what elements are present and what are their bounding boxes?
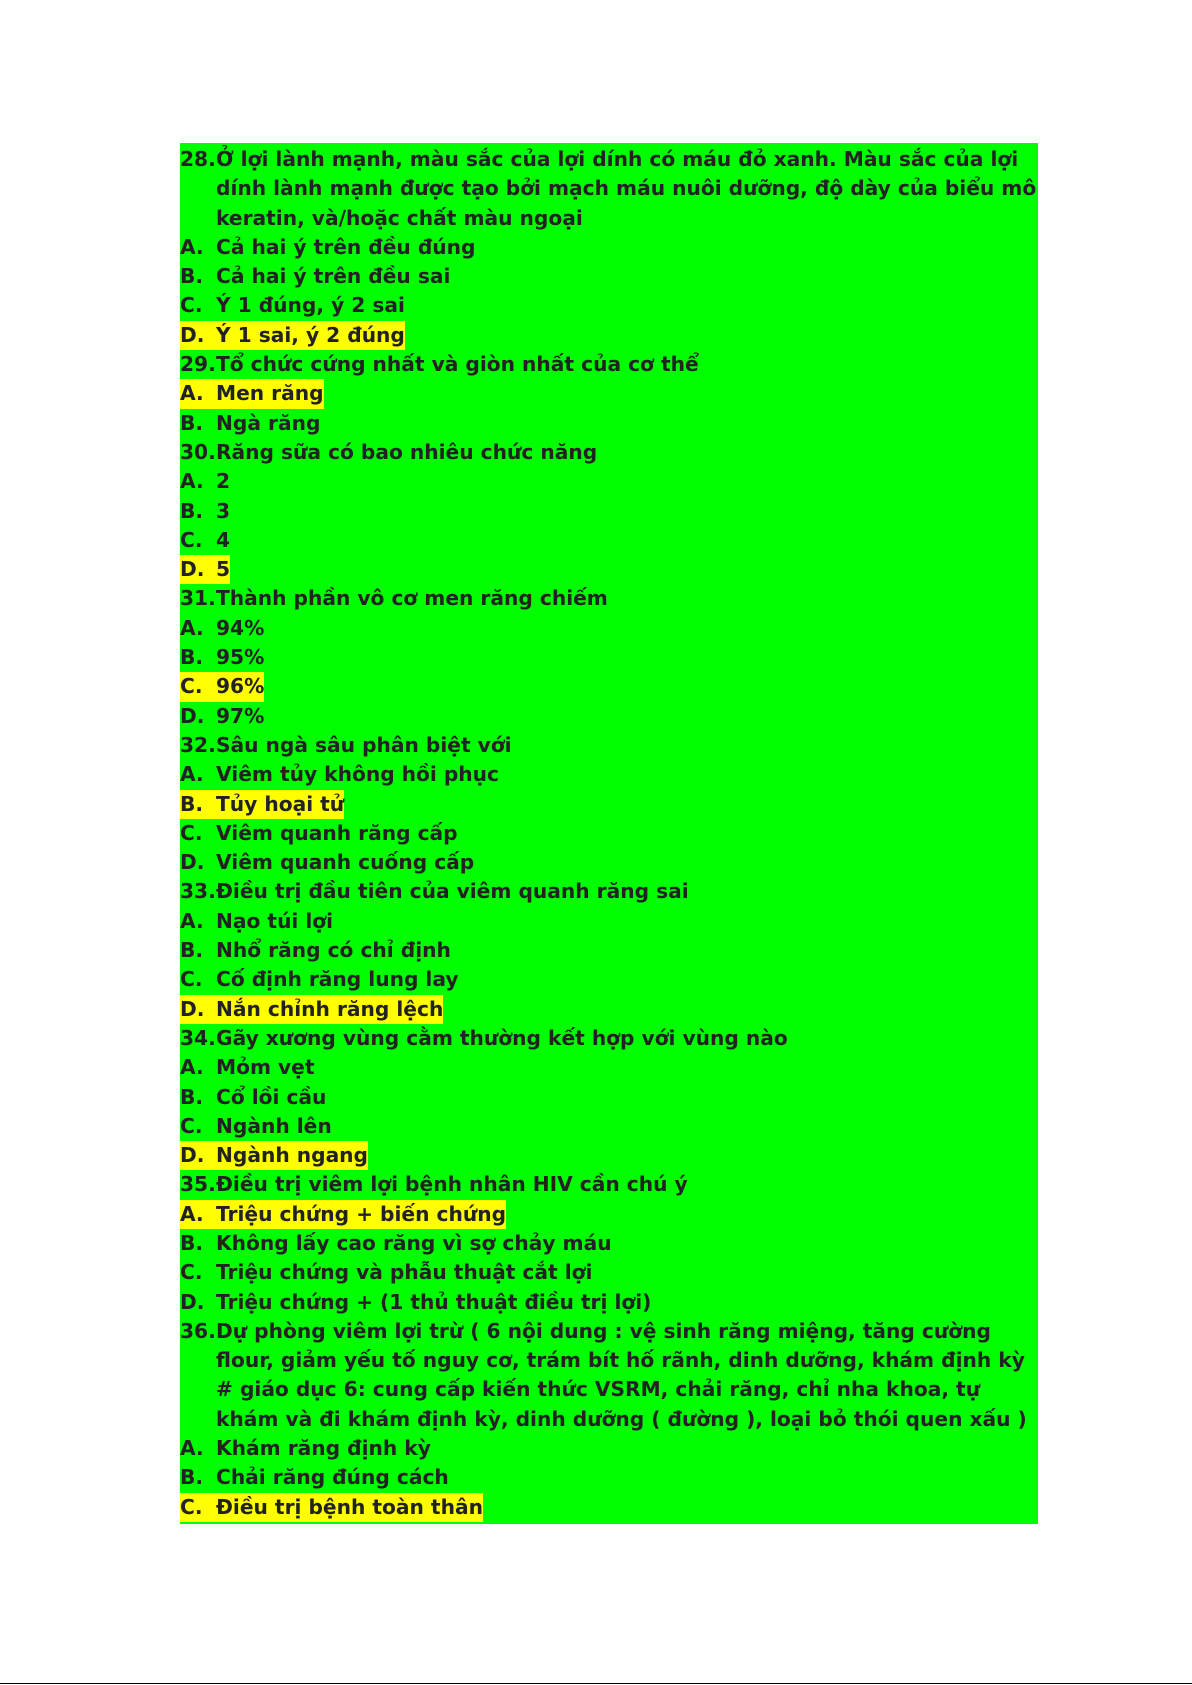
answer-option	[180, 1288, 1038, 1317]
answer-option	[180, 1434, 1038, 1463]
item-label: 28.	[180, 147, 216, 171]
item-label: A.	[180, 234, 204, 259]
item-text: Tổ chức cứng nhất và giòn nhất của cơ thể	[216, 352, 699, 377]
item-text: Viêm tủy không hồi phục	[216, 762, 500, 787]
answer-option	[180, 643, 1038, 672]
item-text: Ngành lên	[216, 1113, 332, 1138]
item-text: Ý 1 đúng, ý 2 sai	[216, 293, 405, 318]
item-text: Răng sữa có bao nhiêu chức năng	[216, 439, 598, 464]
item-text: Cổ lồi cầu	[216, 1084, 327, 1109]
item-text: 3	[216, 498, 231, 523]
item-label: 32.	[180, 732, 216, 757]
item-label: B.	[180, 410, 204, 435]
answer-option	[180, 995, 1038, 1024]
answer-option	[180, 262, 1038, 291]
item-text: Viêm quanh răng cấp	[216, 820, 458, 845]
item-label: 34.	[180, 1025, 216, 1050]
item-text: Dự phòng viêm lợi trừ ( 6 nội dung : vệ sinh răng miệng, tăng cường flour, giảm yếu tố nguy cơ, trám bít hố rãnh, dinh dưỡng, khám định kỳ # giáo dục 6: cung cấp kiến thức VSRM, chải răng, chỉ nha khoa, tự khám và đi khám định kỳ, dinh dưỡng ( đường ), loại bỏ thói quen xấu )	[216, 1318, 1027, 1431]
answer-option	[180, 409, 1038, 438]
item-text: Ngà răng	[216, 410, 321, 435]
answer-option	[180, 790, 1038, 819]
item-label: D.	[180, 321, 216, 350]
item-text: Không lấy cao răng vì sợ chảy máu	[216, 1230, 612, 1255]
item-text: Cả hai ý trên đều sai	[216, 264, 451, 289]
item-label: C.	[180, 527, 203, 552]
item-text: Triệu chứng + (1 thủ thuật điều trị lợi)	[216, 1289, 652, 1314]
item-label: B.	[180, 264, 204, 289]
item-text: 94%	[216, 615, 265, 640]
item-label: D.	[180, 1289, 205, 1314]
answer-option	[180, 1053, 1038, 1082]
answer-option	[180, 819, 1038, 848]
item-label: 35.	[180, 1172, 216, 1197]
correct-answer-highlight	[180, 1493, 483, 1522]
question-item	[180, 438, 1038, 467]
answer-option	[180, 702, 1038, 731]
item-label: D.	[180, 995, 216, 1024]
answer-option	[180, 1112, 1038, 1141]
correct-answer-highlight	[180, 995, 443, 1024]
item-label: D.	[180, 850, 205, 875]
item-label: A.	[180, 1200, 216, 1229]
item-text: Điều trị viêm lợi bệnh nhân HIV cần chú ý	[216, 1172, 688, 1197]
item-text: Nắn chỉnh răng lệch	[216, 996, 444, 1021]
question-item	[180, 350, 1038, 379]
item-text: Ý 1 sai, ý 2 đúng	[216, 322, 405, 347]
item-label: 29.	[180, 352, 216, 377]
answer-option	[180, 526, 1038, 555]
question-item	[180, 1170, 1038, 1199]
answer-option	[180, 497, 1038, 526]
item-text: Điều trị đầu tiên của viêm quanh răng sai	[216, 879, 689, 904]
question-item	[180, 145, 1038, 233]
question-item	[180, 877, 1038, 906]
answer-option	[180, 1229, 1038, 1258]
item-label: A.	[180, 908, 204, 933]
item-label: C.	[180, 820, 203, 845]
item-label: C.	[180, 672, 216, 701]
page-edge-rule	[0, 1683, 1192, 1684]
answer-option	[180, 1200, 1038, 1229]
answer-option	[180, 760, 1038, 789]
answer-option	[180, 379, 1038, 408]
item-text: 2	[216, 469, 231, 494]
answer-option	[180, 1141, 1038, 1170]
item-label: 30.	[180, 439, 216, 464]
answer-option	[180, 555, 1038, 584]
answer-option	[180, 321, 1038, 350]
item-label: C.	[180, 1113, 203, 1138]
item-label: D.	[180, 703, 205, 728]
item-label: A.	[180, 762, 204, 787]
item-label: A.	[180, 379, 216, 408]
item-text: Men răng	[216, 381, 324, 406]
item-label: C.	[180, 1493, 216, 1522]
answer-option	[180, 614, 1038, 643]
item-text: Điều trị bệnh toàn thân	[216, 1494, 483, 1519]
item-label: D.	[180, 1141, 216, 1170]
item-label: 33.	[180, 879, 216, 904]
item-text: 96%	[216, 674, 265, 699]
item-text: Chải răng đúng cách	[216, 1465, 449, 1490]
item-text: 5	[216, 557, 231, 582]
item-label: B.	[180, 498, 204, 523]
answer-option	[180, 1493, 1038, 1522]
item-label: C.	[180, 1260, 203, 1285]
answer-option	[180, 291, 1038, 320]
answer-option	[180, 936, 1038, 965]
item-label: A.	[180, 469, 204, 494]
answer-option	[180, 672, 1038, 701]
item-text: Gãy xương vùng cằm thường kết hợp với vùng nào	[216, 1025, 788, 1050]
item-text: Mỏm vẹt	[216, 1055, 315, 1080]
item-label: A.	[180, 1055, 204, 1080]
answer-option	[180, 1258, 1038, 1287]
question-item	[180, 1024, 1038, 1053]
answer-option	[180, 965, 1038, 994]
question-item	[180, 584, 1038, 613]
item-label: A.	[180, 1436, 204, 1461]
item-text: Tủy hoại tử	[216, 791, 345, 816]
item-text: Nạo túi lợi	[216, 908, 334, 933]
item-label: B.	[180, 1084, 204, 1109]
item-text: Khám răng định kỳ	[216, 1436, 431, 1461]
item-text: Ở lợi lành mạnh, màu sắc của lợi dính có máu đỏ xanh. Màu sắc của lợi dính lành mạnh được tạo bởi mạch máu nuôi dưỡng, độ dày của biểu mô keratin, và/hoặc chất màu ngoại	[216, 147, 1037, 230]
answer-option	[180, 1083, 1038, 1112]
item-text: Cố định răng lung lay	[216, 967, 459, 992]
item-label: C.	[180, 967, 203, 992]
item-text: Thành phần vô cơ men răng chiếm	[216, 586, 608, 611]
correct-answer-highlight	[180, 1200, 506, 1229]
answer-option	[180, 233, 1038, 262]
item-label: B.	[180, 938, 204, 963]
answer-option	[180, 1463, 1038, 1492]
item-label: 31.	[180, 586, 216, 611]
answer-option	[180, 848, 1038, 877]
item-label: B.	[180, 1230, 204, 1255]
item-text: Nhổ răng có chỉ định	[216, 938, 451, 963]
answer-option	[180, 467, 1038, 496]
question-item	[180, 731, 1038, 760]
item-text: Triệu chứng và phẫu thuật cắt lợi	[216, 1260, 593, 1285]
item-label: B.	[180, 1465, 204, 1490]
item-text: Triệu chứng + biến chứng	[216, 1201, 507, 1226]
question-item	[180, 1317, 1038, 1434]
item-text: Cả hai ý trên đều đúng	[216, 234, 476, 259]
item-label: 36.	[180, 1318, 216, 1343]
item-text: 4	[216, 527, 231, 552]
item-label: C.	[180, 293, 203, 318]
item-label: B.	[180, 790, 216, 819]
item-label: D.	[180, 555, 216, 584]
item-text: Viêm quanh cuống cấp	[216, 850, 475, 875]
item-text: 97%	[216, 703, 265, 728]
answer-option	[180, 907, 1038, 936]
item-label: B.	[180, 645, 204, 670]
item-text: 95%	[216, 645, 265, 670]
question-list	[180, 145, 1038, 1522]
item-label: A.	[180, 615, 204, 640]
item-text: Sâu ngà sâu phân biệt với	[216, 732, 512, 757]
item-text: Ngành ngang	[216, 1143, 369, 1168]
